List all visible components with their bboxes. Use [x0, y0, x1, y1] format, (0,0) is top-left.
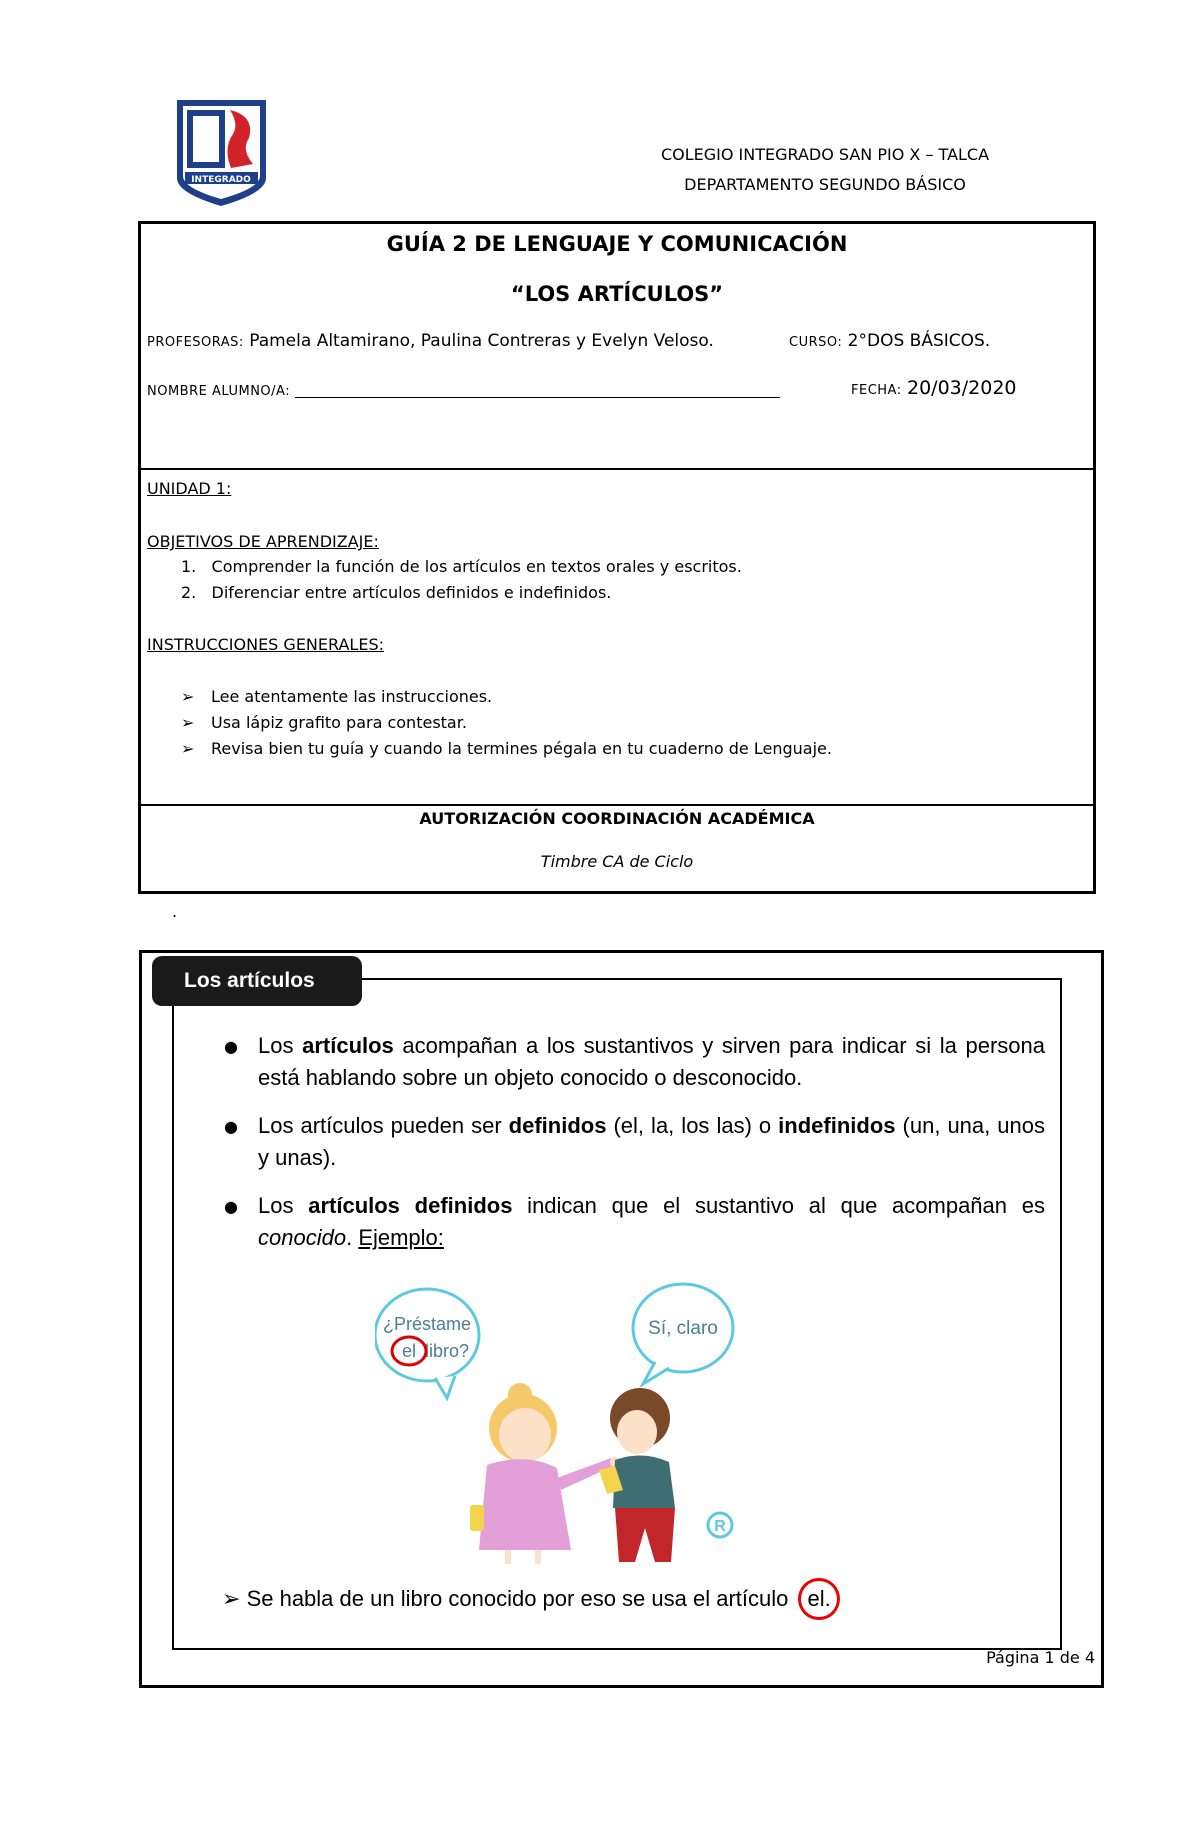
student-name-field[interactable] [295, 379, 780, 398]
objective-text: Diferenciar entre artículos definidos e indefinidos. [211, 583, 612, 602]
page-number: Página 1 de 4 [986, 1648, 1095, 1667]
articles-paragraph-3: Los artículos definidos indican que el sustantivo al que acompañan es conocido. Ejemplo: [258, 1193, 1045, 1250]
authorization-section [141, 806, 1093, 891]
guide-subtitle: “LOS ARTÍCULOS” [510, 282, 724, 306]
course-label: CURSO: [789, 335, 843, 350]
teachers-label: PROFESORAS: [147, 335, 244, 350]
instruction-item [181, 687, 492, 706]
instruction-item [181, 739, 832, 758]
unit-section [141, 470, 1093, 806]
teachers-value: Pamela Altamirano, Paulina Contreras y Evelyn Veloso. [249, 331, 714, 351]
arrow-bullet-icon: ➢ [181, 739, 195, 758]
bullet-icon: ● [224, 1117, 238, 1136]
guide-header-box [138, 221, 1096, 894]
example-illustration [375, 1280, 755, 1565]
guide-info-section [141, 224, 1093, 470]
date-line [851, 377, 1017, 399]
bullet-icon: ● [224, 1197, 238, 1216]
objective-text: Comprender la función de los artículos en textos orales y escritos. [211, 557, 742, 576]
authorization-title: AUTORIZACIÓN COORDINACIÓN ACADÉMICA [419, 809, 815, 828]
instruction-text: Revisa bien tu guía y cuando la termines pégala en tu cuaderno de Lenguaje. [211, 739, 832, 758]
objective-item [181, 557, 742, 576]
svg-text:Sí, claro: Sí, claro [648, 1318, 718, 1339]
articles-paragraph-2: Los artículos pueden ser definidos (el, la, los las) o indefinidos (un, una, unos y unas). [258, 1113, 1045, 1170]
conclusion-line [222, 1578, 840, 1620]
bullet-icon: ● [224, 1037, 238, 1056]
arrow-bullet-icon: ➢ [222, 1586, 241, 1611]
student-name-line [147, 379, 780, 400]
instruction-text: Lee atentamente las instrucciones. [211, 687, 493, 706]
department-name: DEPARTAMENTO SEGUNDO BÁSICO [684, 175, 966, 194]
stray-dot: . [172, 902, 178, 921]
unit-label: UNIDAD 1: [147, 479, 232, 498]
svg-text:libro?: libro? [424, 1341, 470, 1361]
objective-number: 2. [181, 583, 197, 602]
articles-paragraph-1: Los artículos acompañan a los sustantivos y sirven para indicar si la persona está hablando sobre un objeto conocido o desconocido. [258, 1033, 1045, 1090]
course-line [789, 331, 990, 351]
instruction-item [181, 713, 467, 732]
objectives-heading: OBJETIVOS DE APRENDIZAJE: [147, 532, 379, 551]
instruction-text: Usa lápiz grafito para contestar. [211, 713, 467, 732]
guide-title: GUÍA 2 DE LENGUAJE Y COMUNICACIÓN [386, 232, 848, 256]
svg-text:R: R [714, 1518, 726, 1535]
svg-text:el: el [401, 1341, 417, 1361]
school-logo [175, 98, 268, 208]
instructions-heading: INSTRUCCIONES GENERALES: [147, 635, 384, 654]
articles-tab-title: Los artículos [152, 956, 362, 1006]
date-label: FECHA: [851, 383, 902, 398]
arrow-bullet-icon: ➢ [181, 687, 195, 706]
school-name: COLEGIO INTEGRADO SAN PIO X – TALCA [660, 145, 990, 164]
conclusion-text: Se habla de un libro conocido por eso se usa el artículo [246, 1586, 789, 1611]
highlighted-article: el. [798, 1578, 839, 1620]
stamp-placeholder: Timbre CA de Ciclo [540, 852, 694, 871]
school-header [600, 140, 1050, 200]
objective-item [181, 583, 611, 602]
date-value: 20/03/2020 [907, 377, 1017, 399]
teachers-line [147, 331, 714, 351]
svg-text:INTEGRADO: INTEGRADO [191, 175, 251, 185]
arrow-bullet-icon: ➢ [181, 713, 195, 732]
course-value: 2°DOS BÁSICOS. [847, 331, 991, 351]
objective-number: 1. [181, 557, 197, 576]
svg-text:¿Préstame: ¿Préstame [382, 1314, 472, 1334]
student-name-label: NOMBRE ALUMNO/A: [147, 384, 291, 399]
